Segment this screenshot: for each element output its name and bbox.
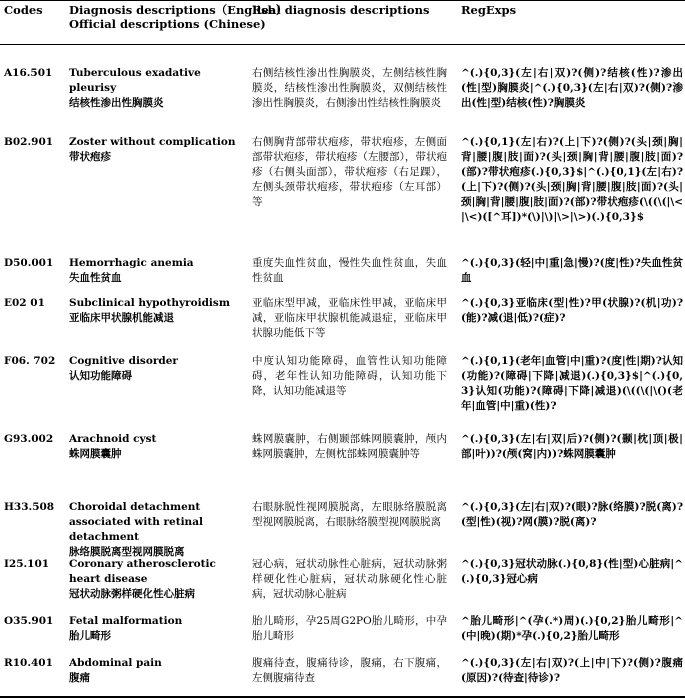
row-diagnosis-zh: 腹痛 [69, 672, 90, 684]
row-diagnosis-en: Fetal malformation [69, 615, 183, 627]
row-real-description: 冠心病，冠状动脉性心脏病，冠状动脉粥样硬化性心脏病，冠状动脉硬化性心脏病，冠状动脉心脏病 [252, 558, 447, 600]
row-diagnosis-en: Subclinical hypothyroidism [69, 297, 230, 309]
row-diagnosis-zh: 胎儿畸形 [69, 630, 111, 642]
row-diagnosis-zh: 冠状动脉粥样硬化性心脏病 [69, 588, 195, 600]
header-regexps: RegExps [461, 3, 517, 17]
row-real-description: 右侧胸背部带状疱疹，带状疱疹，左侧面部带状疱疹，带状疱疹（左腰部），带状疱疹（右侧头面部），带状疱疹（右足踝），左侧头颈带状疱疹，带状疱疹（左耳部）等 [252, 136, 447, 208]
row-diagnosis-zh: 亚临床甲状腺机能减退 [69, 312, 174, 324]
row-regex: ^(.){0,3}冠状动脉(.){0,8}(性|型)心脏病|^(.){0,3}冠心病 [461, 558, 683, 585]
row-code: I25.101 [4, 558, 50, 570]
row-real-description: 蛛网膜囊肿，右侧颞部蛛网膜囊肿，颅内蛛网膜囊肿，左侧枕部蛛网膜囊肿等 [252, 433, 447, 460]
row-code: D50.001 [4, 257, 54, 269]
row-regex: ^(.){0,1}(老年|血管|中|重)?(度|性|期)?认知(功能)?(障碍|下降|减退)(.){0,3}$|^(.){0,3}认知(功能)?(障碍|下降|减退)(\((\(|\()(老年|血管|中|重)(性)? [461, 355, 683, 412]
row-diagnosis-en: Hemorrhagic anemia [69, 257, 194, 269]
header-rule [0, 44, 685, 45]
row-code: O35.901 [4, 615, 54, 627]
row-diagnosis-zh: 认知功能障碍 [69, 370, 132, 382]
row-diagnosis-en: Abdominal pain [69, 657, 162, 669]
header-diagnosis-zh: Official descriptions (Chinese) [69, 17, 266, 31]
row-real-description: 右侧结核性渗出性胸膜炎，左侧结核性胸膜炎，结核性渗出性胸膜炎，双侧结核性渗出性胸膜炎，右侧渗出性结核性胸膜炎 [252, 67, 447, 109]
row-regex: ^(.){0,3}(左|右|双)?(侧)?结核(性)?渗出(性|型)胸膜炎|^(.){0,3}(左|右|双)?(侧)?渗出(性|型)结核(性)?胸膜炎 [461, 67, 683, 109]
row-diagnosis-en: Coronary atherosclerotic heart disease [69, 558, 216, 585]
row-diagnosis [69, 296, 247, 326]
row-code: E02 01 [4, 297, 45, 309]
row-diagnosis [69, 656, 247, 686]
bottom-rule [0, 696, 685, 698]
row-regex: ^(.){0,3}(左|右|双)?(上|中|下)?(侧)?腹痛(原因)?(待查|待诊)? [461, 657, 683, 684]
row-diagnosis-en: Cognitive disorder [69, 355, 178, 367]
row-code: A16.501 [4, 67, 53, 79]
row-code: F06. 702 [4, 355, 56, 367]
row-code: H33.508 [4, 501, 55, 513]
row-real-description: 右眼脉脱性视网膜脱离，左眼脉络膜脱离型视网膜脱离，右眼脉络膜型视网膜脱离 [252, 501, 447, 528]
row-code: R10.401 [4, 657, 53, 669]
header-codes: Codes [4, 3, 43, 17]
row-code: B02.901 [4, 136, 54, 148]
row-diagnosis [69, 432, 247, 462]
row-real-description: 重度失血性贫血，慢性失血性贫血，失血性贫血 [252, 257, 447, 284]
row-regex: ^(.){0,1}(左|右)?(上|下)?(侧)?(头|颈|胸|背|腰|腹|肢|面)?(头|颈|胸|背|腰|腹|肢|面)?(部)?带状疱疹(.){0,3}$|^(.){0,1}(左|右)?(上|下)?(侧)?(头|颈|胸|背|腰|腹|肢|面)?(头|颈|胸|背|腰|腹|肢|面)?(部)?带状疱疹(\((\(|\<|\<)([^耳])*(\)|\)|\>|\>)(.){0,3}$ [461, 136, 683, 223]
row-code: G93.002 [4, 433, 54, 445]
header-diagnosis-en: Diagnosis descriptions（English） [69, 3, 288, 17]
row-diagnosis [69, 256, 247, 286]
row-regex: ^(.){0,3}(左|右|双)?(眼)?脉(络膜)?脱(离)?(型|性)(视)?网(膜)?脱(离)? [461, 501, 683, 528]
row-diagnosis-en: Choroidal detachment associated with retinal detachment [69, 501, 203, 543]
row-diagnosis [69, 557, 247, 602]
row-diagnosis-en: Tuberculous exadative pleurisy [69, 67, 201, 94]
row-regex: ^(.){0,3}亚临床(型|性)?甲(状腺)?(机|功)?(能)?减(退|低)?(症)? [461, 297, 683, 324]
row-diagnosis-zh: 脉络膜脱离型视网膜脱离 [69, 546, 185, 558]
row-diagnosis [69, 354, 247, 384]
row-diagnosis-zh: 带状疱疹 [69, 151, 111, 163]
header-real-descriptions: Real diagnosis descriptions [252, 3, 430, 17]
top-rule [0, 0, 685, 1]
row-real-description: 腹痛待查，腹痛待诊，腹痛，右下腹痛，左侧腹痛待查 [252, 657, 447, 684]
row-diagnosis [69, 135, 247, 165]
row-regex: ^(.){0,3}(左|右|双|后)?(侧)?(颞|枕|顶|极|部|叶))?(颅(窝|内))?蛛网膜囊肿 [461, 433, 683, 460]
row-regex: ^胎儿畸形|^(孕(.*)周)(.){0,2}胎儿畸形|^(中|晚)(期)*孕(.){0,2}胎儿畸形 [461, 615, 683, 642]
row-diagnosis-en: Zoster without complication [69, 136, 236, 148]
row-real-description: 亚临床型甲减，亚临床性甲减，亚临床甲减，亚临床甲状腺机能减退症，亚临床甲状腺功能低下等 [252, 297, 447, 339]
row-diagnosis [69, 614, 247, 644]
row-diagnosis-en: Arachnoid cyst [69, 433, 157, 445]
row-diagnosis-zh: 结核性渗出性胸膜炎 [69, 97, 164, 109]
row-regex: ^(.){0,3}(轻|中|重|急|慢)?(度|性)?失血性贫血 [461, 257, 683, 284]
row-diagnosis [69, 66, 247, 111]
row-diagnosis-zh: 失血性贫血 [69, 272, 122, 284]
row-real-description: 胎儿畸形，孕25周G2PO胎儿畸形，中孕胎儿畸形 [252, 615, 447, 642]
row-diagnosis [69, 500, 247, 560]
row-real-description: 中度认知功能障碍，血管性认知功能障碍，老年性认知功能障碍，认知功能下降，认知功能减退等 [252, 355, 447, 397]
row-diagnosis-zh: 蛛网膜囊肿 [69, 448, 122, 460]
